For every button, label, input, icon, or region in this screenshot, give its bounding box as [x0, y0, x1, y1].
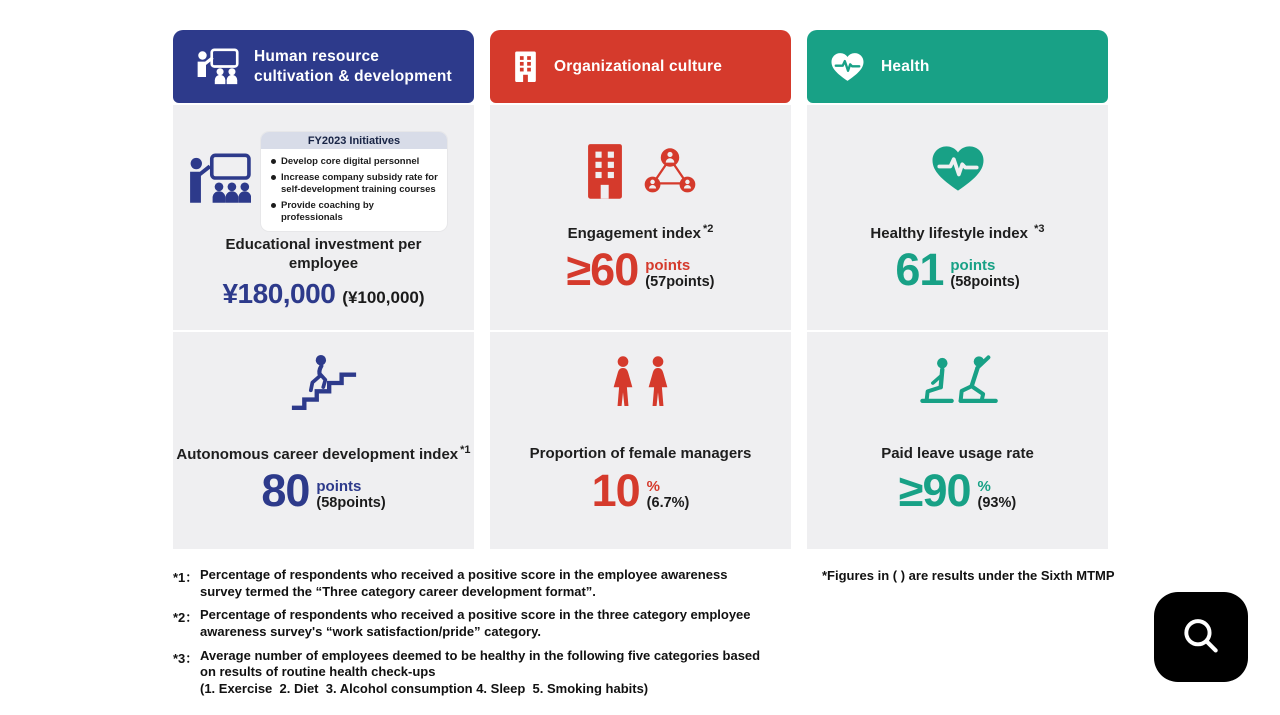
career-stairs-icon: [173, 354, 474, 412]
metric-caption: [807, 223, 1108, 243]
footnote-text-detail: (1. Exercise 2. Diet 3. Alcohol consumption 4. Sleep 5. Smoking habits): [200, 680, 649, 696]
previous-value: (57points): [645, 274, 715, 291]
footnote-marker: *1：: [173, 570, 199, 585]
magnifier-icon: [1179, 615, 1223, 659]
metric-caption: [490, 444, 791, 463]
header-health: [807, 30, 1108, 103]
caption-text: Educational investment per employee: [225, 236, 422, 273]
kpi-grid: [173, 30, 1108, 549]
caption-text: Proportion of female managers: [529, 445, 752, 462]
metric-caption: [173, 444, 474, 464]
list-item: [271, 200, 438, 223]
building-and-people-network-icon: [490, 143, 791, 199]
classroom-training-icon: [187, 153, 251, 208]
footnote-ref: *2: [702, 223, 714, 235]
metric-value: [173, 465, 474, 516]
target-value: 10: [591, 465, 640, 516]
footnotes: [173, 567, 761, 704]
initiatives-box: [261, 132, 447, 231]
metric-value: [490, 465, 791, 516]
previous-value: (58points): [316, 495, 386, 512]
metric-value: [807, 244, 1108, 295]
footnote-text: Percentage of respondents who received a positive score in the three category employee awareness survey's “work satisfaction/pride” category.: [200, 607, 751, 639]
target-value: ¥180,000: [222, 278, 336, 309]
unit-label: %: [646, 478, 661, 496]
footnote-3: [173, 648, 761, 698]
footnote-text: Percentage of respondents who received a positive score in the employee awareness survey termed the “Three category career development format”.: [200, 567, 728, 599]
column-health: [807, 30, 1108, 549]
heart-pulse-icon: [807, 143, 1108, 194]
bullet-dot-icon: [271, 159, 276, 164]
building-icon: [512, 51, 539, 82]
value-detail: [647, 478, 690, 513]
cell-educational-investment: [173, 105, 474, 330]
column-organizational-culture: [490, 30, 791, 549]
cell-engagement-index: [490, 105, 791, 330]
initiative-text: Develop core digital personnel: [281, 156, 420, 167]
female-managers-icon: [490, 354, 791, 410]
footnote-marker: *3：: [173, 650, 199, 666]
value-detail: [950, 257, 1019, 292]
training-presentation-icon: [195, 48, 239, 85]
caption-text: Paid leave usage rate: [881, 445, 1034, 462]
metric-caption: [173, 235, 474, 273]
target-value: 61: [895, 244, 944, 295]
previous-value: (6.7%): [646, 495, 690, 512]
metric-value: [490, 244, 791, 295]
unit-label: points: [950, 257, 996, 275]
initiatives-title: FY2023 Initiatives: [261, 132, 447, 149]
footnote-ref: *3: [1034, 223, 1045, 235]
footnote-text-main: Average number of employees deemed to be healthy in the following five categories based on results of routine health check-ups: [200, 647, 761, 680]
cell-paid-leave: [807, 332, 1108, 549]
target-value: ≥60: [566, 244, 639, 295]
previous-value: (¥100,000): [342, 288, 425, 307]
value-detail: [978, 478, 1017, 513]
exercise-stretch-icon: [807, 354, 1108, 410]
initiative-text: Increase company subsidy rate for self-development training courses: [281, 172, 438, 195]
caption-text: Healthy lifestyle index: [870, 225, 1028, 242]
header-title: Human resource cultivation & development: [254, 48, 452, 85]
header-human-resource: [173, 30, 474, 103]
value-detail: [645, 257, 714, 292]
caption-text: Autonomous career development index: [176, 446, 459, 463]
heart-pulse-icon: [829, 51, 866, 83]
previous-value: (58points): [950, 274, 1020, 291]
unit-label: points: [645, 257, 691, 275]
metric-caption: [807, 444, 1108, 463]
bullet-dot-icon: [271, 203, 276, 208]
target-value: ≥90: [898, 465, 971, 516]
caption-text: Engagement index: [567, 225, 701, 242]
target-value: 80: [261, 465, 310, 516]
header-organizational-culture: [490, 30, 791, 103]
bullet-dot-icon: [271, 175, 276, 180]
column-human-resource: [173, 30, 474, 549]
header-title: Organizational culture: [554, 57, 723, 75]
unit-label: points: [316, 478, 362, 496]
unit-label: %: [977, 478, 991, 496]
zoom-button[interactable]: [1154, 592, 1248, 682]
footnote-ref: *1: [460, 444, 471, 456]
footnote-text: [200, 648, 761, 698]
cell-female-managers: [490, 332, 791, 549]
previous-value: (93%): [977, 495, 1017, 512]
metric-value: [173, 280, 474, 308]
footnote-1: [173, 567, 761, 600]
cell-healthy-lifestyle: [807, 105, 1108, 330]
list-item: [271, 172, 438, 195]
metric-value: [807, 465, 1108, 516]
list-item: [271, 156, 438, 167]
cell-career-development: [173, 332, 474, 549]
header-title: Health: [881, 57, 930, 75]
parentheses-note: *Figures in ( ) are results under the Sixth MTMP: [822, 568, 1115, 583]
footnote-2: [173, 607, 761, 640]
initiatives-list: [261, 149, 447, 231]
footnote-marker: *2：: [173, 610, 199, 626]
value-detail: [316, 478, 385, 513]
initiative-text: Provide coaching by professionals: [281, 200, 374, 223]
metric-caption: [490, 223, 791, 243]
